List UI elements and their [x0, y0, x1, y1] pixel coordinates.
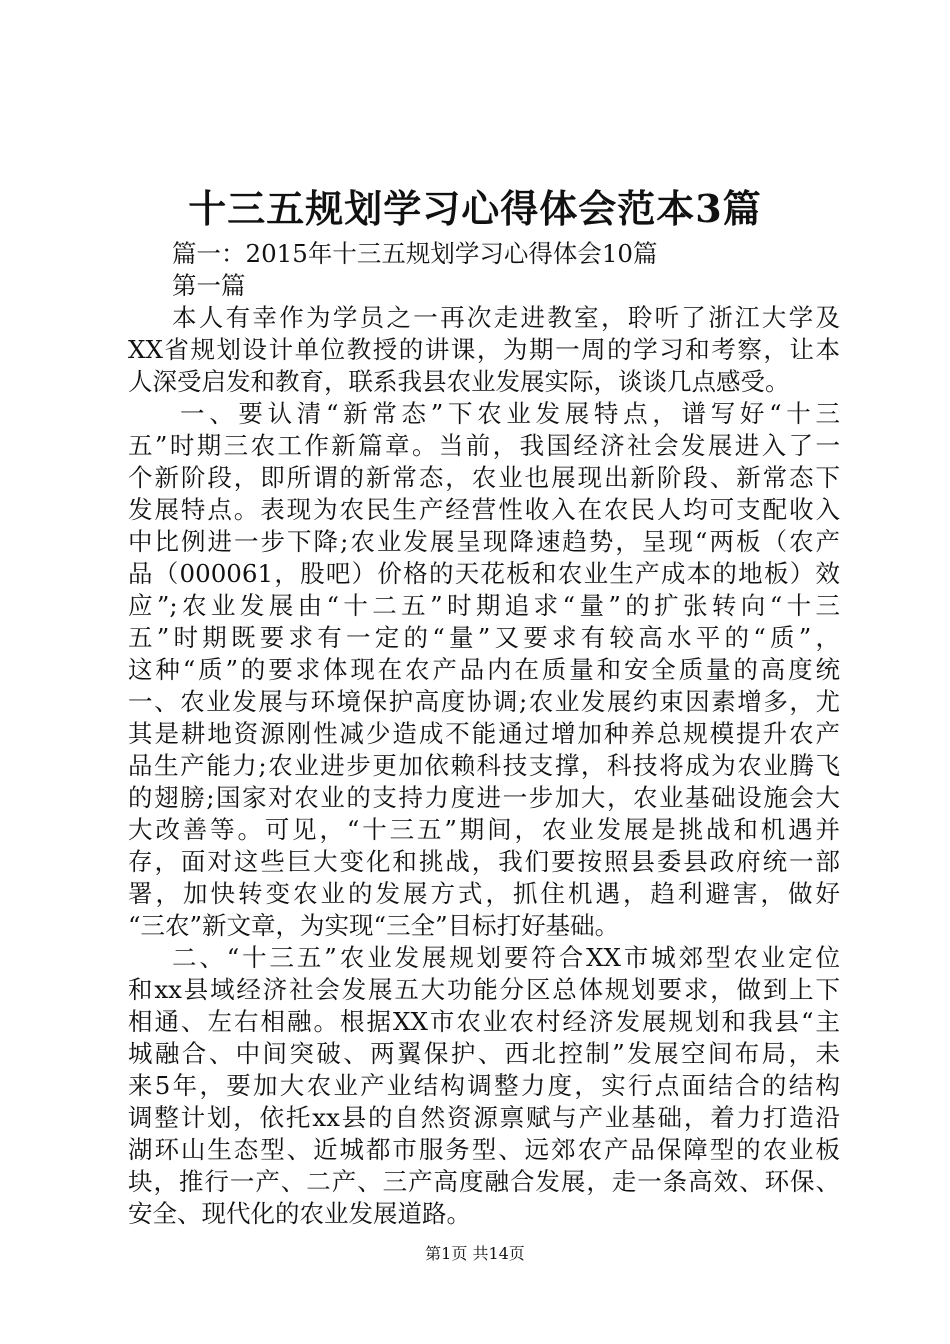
document-title: 十三五规划学习心得体会范本3篇 [188, 186, 762, 231]
paragraph-line: 署，加快转变农业的发展方式，抓住机遇，趋利避害，做好 [128, 879, 840, 908]
paragraph-line: 相通、左右相融。根据XX市农业农村经济发展规划和我县“主 [128, 1007, 840, 1036]
paragraph-line: 人深受启发和教育，联系我县农业发展实际，谈谈几点感受。 [128, 367, 790, 396]
paragraph-line: XX省规划设计单位教授的讲课，为期一周的学习和考察，让本 [128, 335, 840, 364]
paragraph-line: 来5年，要加大农业产业结构调整力度，实行点面结合的结构 [128, 1071, 840, 1100]
paragraph-line: 调整计划，依托xx县的自然资源禀赋与产业基础，着力打造沿 [128, 1103, 840, 1132]
paragraph-line: 大改善等。可见，“十三五”期间，农业发展是挑战和机遇并 [128, 815, 840, 844]
paragraph-line: 块，推行一产、二产、三产高度融合发展，走一条高效、环保、 [128, 1167, 840, 1196]
paragraph-line: 存，面对这些巨大变化和挑战，我们要按照县委县政府统一部 [128, 847, 840, 876]
paragraph-line: 品生产能力;农业进步更加依赖科技支撑，科技将成为农业腾飞 [128, 751, 840, 780]
paragraph-line: 湖环山生态型、近城都市服务型、远郊农产品保障型的农业板 [128, 1135, 840, 1164]
paragraph-line: 二、“十三五”农业发展规划要符合XX市城郊型农业定位 [172, 943, 840, 972]
paragraph-line: 中比例进一步下降;农业发展呈现降速趋势，呈现“两板（农产 [128, 527, 840, 556]
section-heading: 篇一：2015年十三五规划学习心得体会10篇 [172, 239, 658, 268]
paragraph-line: 安全、现代化的农业发展道路。 [128, 1199, 471, 1228]
paragraph-line: 本人有幸作为学员之一再次走进教室，聆听了浙江大学及 [172, 303, 840, 332]
paragraph-line: 的翅膀;国家对农业的支持力度进一步加大，农业基础设施会大 [128, 783, 840, 812]
paragraph-line: 应”;农业发展由“十二五”时期追求“量”的扩张转向“十三 [128, 591, 840, 620]
paragraph-line: 一、要认清“新常态”下农业发展特点，谱写好“十三 [180, 399, 840, 428]
page-footer: 第1页 共14页 [425, 1244, 525, 1263]
paragraph-line: “三农”新文章，为实现“三全”目标打好基础。 [128, 911, 620, 940]
paragraph-line: 这种“质”的要求体现在农产品内在质量和安全质量的高度统 [128, 655, 840, 684]
paragraph-line: 品（000061，股吧）价格的天花板和农业生产成本的地板）效 [128, 559, 840, 588]
paragraph-line: 发展特点。表现为农民生产经营性收入在农民人均可支配收入 [128, 495, 840, 524]
paragraph-line: 城融合、中间突破、两翼保护、西北控制”发展空间布局，未 [128, 1039, 840, 1068]
paragraph-line: 五”时期既要求有一定的“量”又要求有较高水平的“质”， [128, 623, 840, 652]
paragraph-line: 五”时期三农工作新篇章。当前，我国经济社会发展进入了一 [128, 431, 840, 460]
subsection-heading: 第一篇 [172, 271, 246, 300]
paragraph-line: 其是耕地资源刚性减少造成不能通过增加种养总规模提升农产 [128, 719, 840, 748]
paragraph-line: 一、农业发展与环境保护高度协调;农业发展约束因素增多，尤 [128, 687, 840, 716]
paragraph-line: 个新阶段，即所谓的新常态，农业也展现出新阶段、新常态下 [128, 463, 840, 492]
paragraph-line: 和xx县域经济社会发展五大功能分区总体规划要求，做到上下 [128, 975, 840, 1004]
